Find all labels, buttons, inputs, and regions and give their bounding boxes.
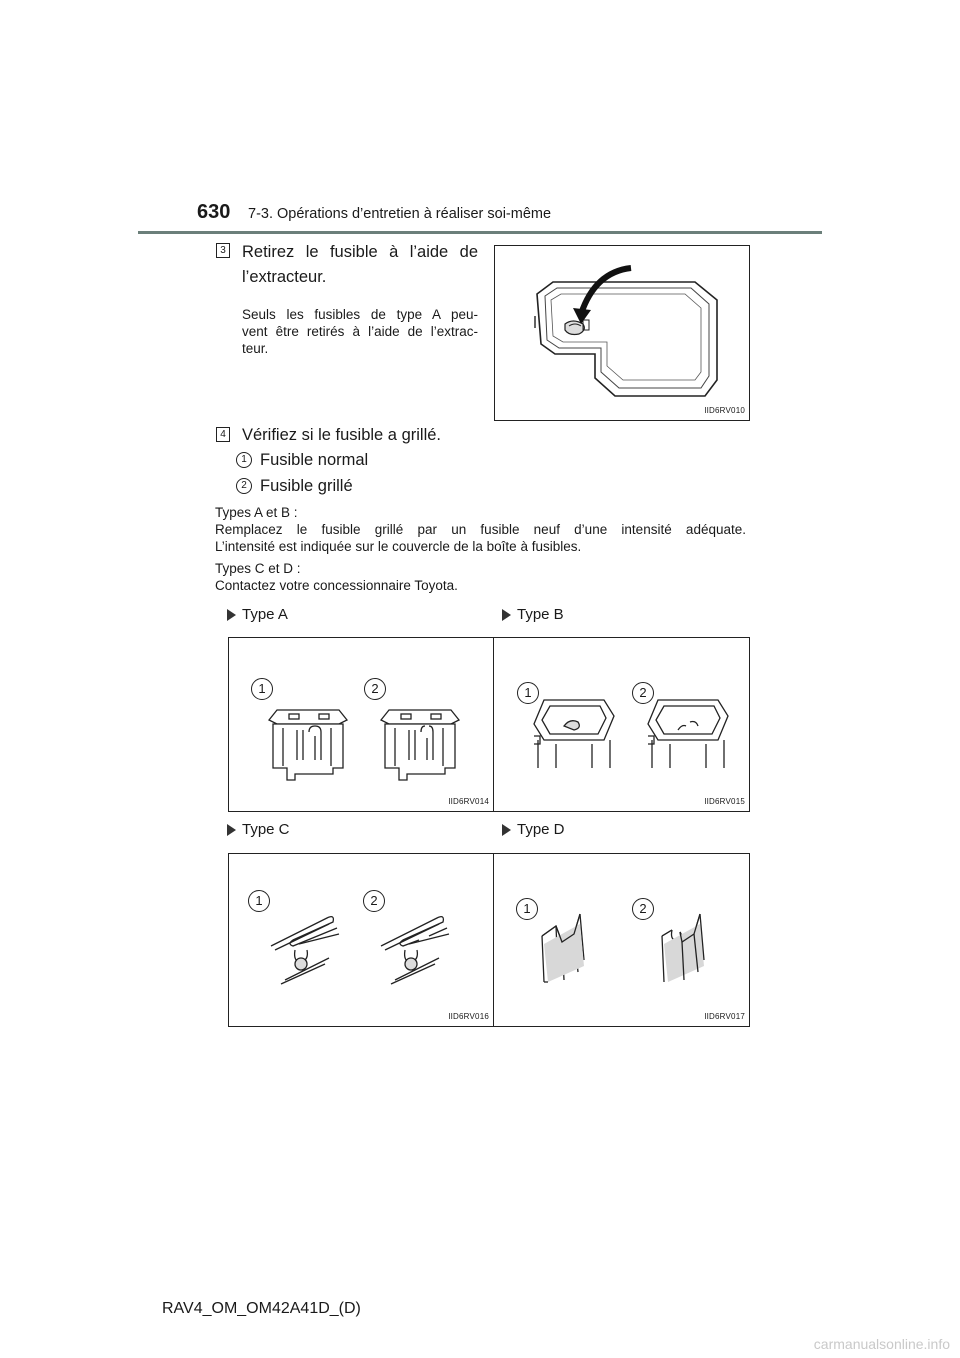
figure-code: IID6RV015 — [704, 797, 745, 806]
types-cd-line1: Contactez votre concessionnaire Toyota. — [215, 578, 458, 593]
header-divider — [138, 231, 822, 234]
bullet-triangle-icon — [502, 609, 511, 621]
figure-code: IID6RV014 — [448, 797, 489, 806]
bullet-triangle-icon — [227, 824, 236, 836]
type-b-figure — [493, 637, 750, 812]
bullet-triangle-icon — [502, 824, 511, 836]
type-b-fuse-illustration — [494, 638, 751, 813]
type-c-figure — [228, 853, 494, 1027]
page-number: 630 — [197, 201, 231, 223]
bullet-triangle-icon — [227, 609, 236, 621]
legend-2-label: Fusible grillé — [260, 477, 353, 495]
types-cd-heading: Types C et D : — [215, 561, 301, 576]
watermark: carmanualsonline.info — [813, 1336, 950, 1352]
fuse-box-illustration — [495, 246, 751, 422]
section-title: 7-3. Opérations d’entretien à réaliser soi-même — [248, 206, 552, 222]
step-3-note-line3: teur. — [242, 341, 269, 356]
fuse-puller-figure — [494, 245, 750, 421]
types-ab-heading: Types A et B : — [215, 505, 298, 520]
manual-code: RAV4_OM_OM42A41D_(D) — [162, 1300, 361, 1317]
step-4-number-badge: 4 — [216, 427, 230, 442]
step-4-title: Vérifiez si le fusible a grillé. — [242, 426, 441, 444]
type-b-label: Type B — [517, 606, 564, 623]
types-ab-line1: Remplacez le fusible grillé par un fusible neuf d’une intensité adéquate. — [215, 522, 746, 537]
step-3-number-badge: 3 — [216, 243, 230, 258]
callout-2: 2 — [632, 682, 654, 704]
callout-2: 2 — [632, 898, 654, 920]
types-ab-line2: L’intensité est indiquée sur le couvercle de la boîte à fusibles. — [215, 539, 582, 554]
step-3-note-line2: vent être retirés à l’aide de l’extrac- — [242, 324, 478, 339]
type-d-fuse-illustration — [494, 854, 751, 1028]
legend-2-badge: 2 — [236, 478, 252, 494]
callout-1: 1 — [517, 682, 539, 704]
callout-2: 2 — [364, 678, 386, 700]
callout-1: 1 — [251, 678, 273, 700]
type-d-label: Type D — [517, 821, 565, 838]
type-d-figure — [493, 853, 750, 1027]
type-a-figure — [228, 637, 494, 812]
type-a-label: Type A — [242, 606, 288, 623]
type-a-fuse-illustration — [229, 638, 495, 813]
step-3-note-line1: Seuls les fusibles de type A peu- — [242, 307, 478, 322]
step-3-title-line1: Retirez le fusible à l’aide de — [242, 243, 478, 261]
callout-1: 1 — [516, 898, 538, 920]
figure-code: IID6RV010 — [704, 406, 745, 415]
figure-code: IID6RV016 — [448, 1012, 489, 1021]
callout-2: 2 — [363, 890, 385, 912]
type-c-label: Type C — [242, 821, 290, 838]
legend-1-label: Fusible normal — [260, 451, 369, 469]
legend-1-badge: 1 — [236, 452, 252, 468]
figure-code: IID6RV017 — [704, 1012, 745, 1021]
type-c-fuse-illustration — [229, 854, 495, 1028]
step-3-title-line2: l’extracteur. — [242, 268, 327, 286]
callout-1: 1 — [248, 890, 270, 912]
